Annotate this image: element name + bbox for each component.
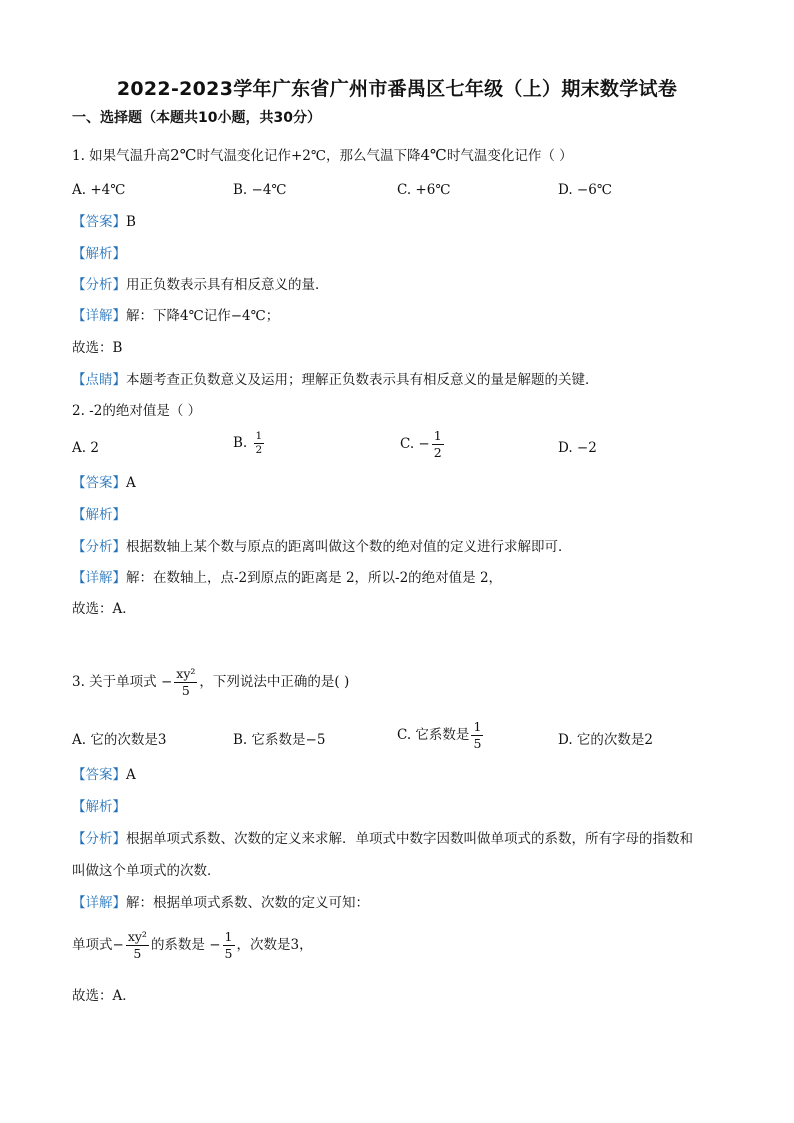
fraction: $\frac{1}{2}$ [255,430,263,456]
q2-option-c: C. − $\frac{1}{2}$ [400,428,442,460]
q3-solution: 单项式− $\frac{\text{xy²}}{5}$ 的系数是 − $\frac{1}{5}$ ，次数是3， [72,929,313,961]
question-3-stem: 3. 关于单项式 − $\frac{\text{xy²}}{5}$ ，下列说法中正确的是( ) [72,666,350,698]
q1-analysis-label: 【解析】 [72,246,126,262]
q3-fenxi-line-1: 【分析】根据单项式系数、次数的定义来求解．单项式中数字因数叫做单项式的系数，所有字母的指数和 [72,831,693,847]
q3-option-d: D. 它的次数是2 [558,732,654,748]
question-1-stem: 1. 如果气温升高2℃时气温变化记作+2℃，那么气温下降4℃时气温变化记作（ ） [72,146,573,164]
q1-dianjing: 【点睛】本题考查正负数意义及运用；理解正负数表示具有相反意义的量是解题的关键． [72,372,599,388]
q1-option-b: B. −4℃ [233,182,287,198]
fraction: $\frac{1}{5}$ [224,929,233,961]
q3-fenxi-line-2: 叫做这个单项式的次数． [72,863,221,879]
q1-option-a: A. +4℃ [72,182,126,198]
q3-option-c: C. 它系数是 $\frac{1}{5}$ [397,719,482,751]
document-title: 2022-2023学年广东省广州市番禺区七年级（上）期末数学试卷 [116,78,678,100]
q2-analysis-label: 【解析】 [72,507,126,523]
q1-fenxi: 【分析】用正负数表示具有相反意义的量． [72,277,329,293]
fraction: $\frac{1}{5}$ [473,719,482,751]
fraction: $\frac{1}{2}$ [433,428,442,460]
q1-xiangjie: 【详解】解：下降4℃记作−4℃； [72,308,280,324]
question-2-stem: 2. -2的绝对值是（ ） [72,403,202,419]
q2-answer: 【答案】A [72,475,136,491]
q1-result: 故选：B [72,340,123,356]
q3-xiangjie: 【详解】解：根据单项式系数、次数的定义可知： [72,895,369,911]
q3-option-b: B. 它系数是−5 [233,732,326,748]
q2-result: 故选：A． [72,601,136,617]
fraction: $\frac{\text{xy²}}{5}$ [176,666,196,698]
q1-option-d: D. −6℃ [558,182,612,198]
q2-xiangjie: 【详解】解：在数轴上，点-2到原点的距离是 2，所以-2的绝对值是 2， [72,570,503,586]
q2-option-a: A. 2 [72,440,99,456]
q3-result: 故选：A． [72,988,136,1004]
q2-option-d: D. −2 [558,440,597,456]
fraction: $\frac{\text{xy²}}{5}$ [127,929,147,961]
q2-option-b: B. $\frac{1}{2}$ [233,430,263,456]
q3-option-a: A. 它的次数是3 [72,732,167,748]
section-heading: 一、选择题（本题共10小题，共30分） [72,110,321,126]
q3-answer: 【答案】A [72,767,136,783]
q3-analysis-label: 【解析】 [72,799,126,815]
q1-option-c: C. +6℃ [397,182,451,198]
q1-answer: 【答案】B [72,214,136,230]
q2-fenxi: 【分析】根据数轴上某个数与原点的距离叫做这个数的绝对值的定义进行求解即可． [72,539,572,555]
